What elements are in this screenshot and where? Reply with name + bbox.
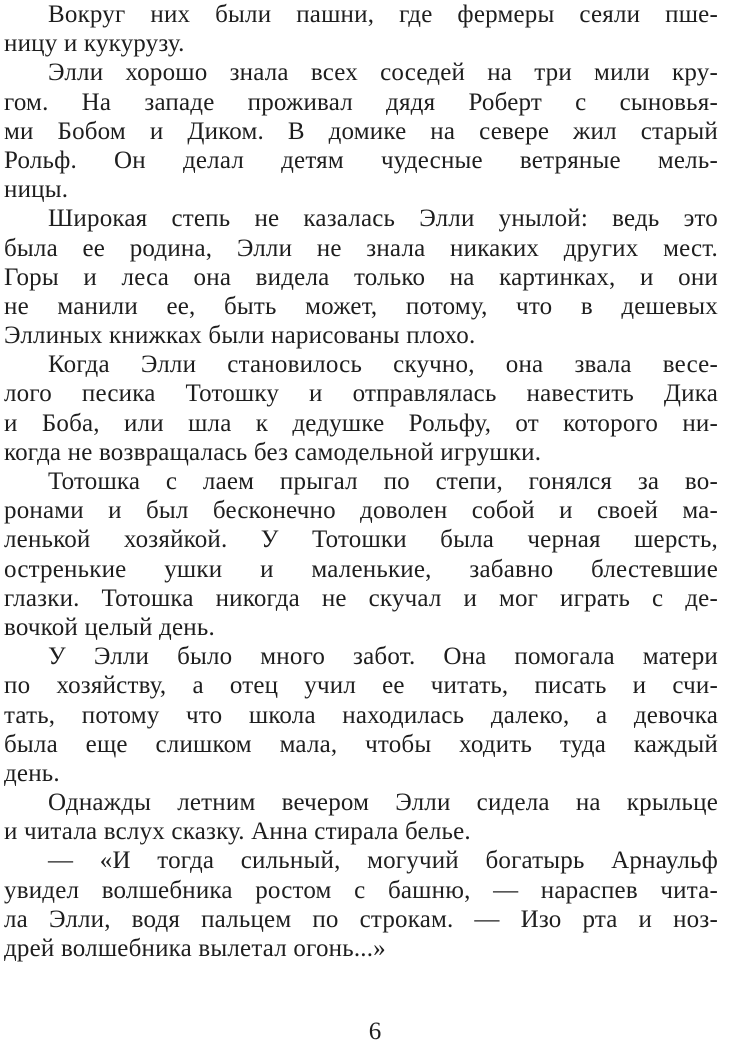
paragraph	[4, 58, 718, 204]
text-line: день.	[4, 759, 60, 787]
text-line: и Боба, или шла к дедушке Рольфу, от которого ни-	[4, 409, 718, 437]
text-line: У Элли было много забот. Она помогала матери	[48, 643, 718, 671]
text-line: вочкой целый день.	[4, 613, 215, 641]
text-line: по хозяйству, а отец учил ее читать, писать и счи-	[4, 672, 718, 700]
text-line: дрей волшебника вылетал огонь...»	[4, 935, 386, 962]
text-line: глазки. Тотошка никогда не скучал и мог играть с де-	[4, 584, 718, 612]
paragraph	[4, 788, 718, 846]
paragraph	[4, 204, 718, 350]
text-line: тать, потому что школа находилась далеко, а девочка	[4, 701, 718, 729]
text-line: — «И тогда сильный, могучий богатырь Арнаульф	[48, 847, 718, 875]
paragraph	[4, 467, 718, 642]
text-line: Вокруг них были пашни, где фермеры сеяли пше-	[48, 1, 718, 28]
text-line: ленькой хозяйкой. У Тотошки была черная шерсть,	[4, 526, 718, 554]
text-line: гом. На западе проживал дядя Роберт с сыновья-	[4, 88, 718, 116]
text-line: ницы.	[4, 176, 69, 204]
text-line: ми Бобом и Диком. В домике на севере жил старый	[4, 117, 718, 145]
text-line: Широкая степь не казалась Элли унылой: ведь это	[48, 205, 718, 233]
text-line: остренькие ушки и маленькие, забавно блестевшие	[4, 555, 718, 583]
paragraph	[4, 0, 718, 58]
text-line: увидел волшебника ростом с башню, — нараспев чита-	[4, 876, 718, 904]
page-number: 6	[368, 1018, 382, 1045]
text-line: была ее родина, Элли не знала никаких других мест.	[4, 234, 718, 262]
text-line: Однажды летним вечером Элли сидела на крыльце	[48, 789, 718, 817]
text-line: Тотошка с лаем прыгал по степи, гонялся за во-	[48, 468, 718, 495]
paragraph	[4, 642, 718, 788]
text-line: Рольф. Он делал детям чудесные ветряные мель-	[4, 146, 718, 174]
text-line: не манили ее, быть может, потому, что в дешевых	[4, 292, 718, 320]
text-line: Когда Элли становилось скучно, она звала весе-	[48, 351, 718, 379]
text-line: Эллиных книжках были нарисованы плохо.	[4, 322, 476, 350]
text-line: когда не возвращалась без самодельной игрушки.	[4, 438, 542, 466]
text-line: ницу и кукурузу.	[4, 30, 185, 58]
text-line: лого песика Тотошку и отправлялась навестить Дика	[4, 380, 718, 408]
text-line: и читала вслух сказку. Анна стирала белье.	[4, 818, 471, 846]
text-line: Горы и леса она видела только на картинках, и они	[4, 263, 718, 291]
book-page-text	[4, 0, 718, 963]
text-line: Элли хорошо знала всех соседей на три мили кру-	[48, 59, 718, 87]
paragraph	[4, 846, 718, 963]
paragraph	[4, 350, 718, 467]
text-line: ронами и был бесконечно доволен собой и своей ма-	[4, 497, 718, 525]
text-line: ла Элли, водя пальцем по строкам. — Изо рта и ноз-	[4, 905, 718, 933]
text-line: была еще слишком мала, чтобы ходить туда каждый	[4, 730, 718, 758]
